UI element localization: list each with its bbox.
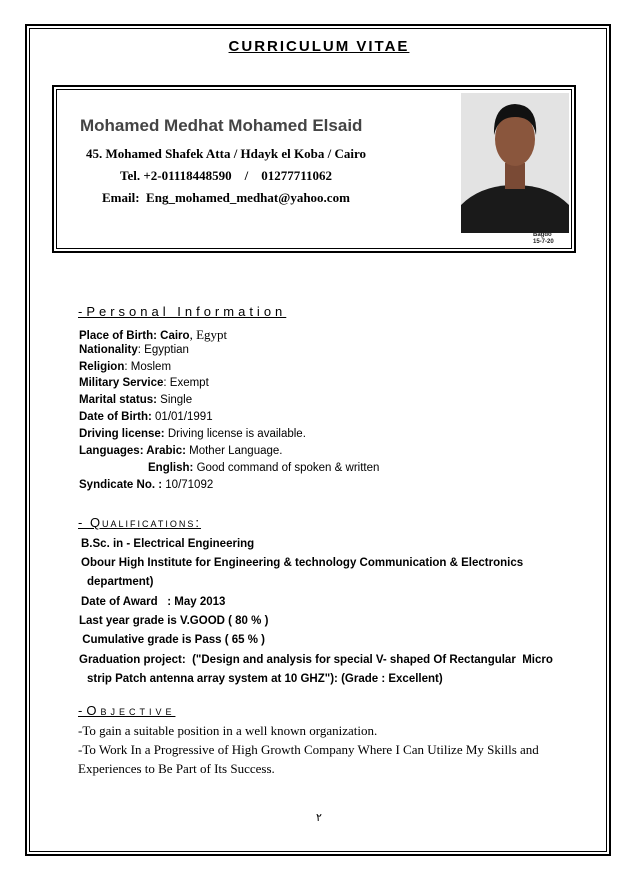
document-title: CURRICULUM VITAE	[228, 38, 410, 55]
info-row: English: Good command of spoken & written	[148, 462, 380, 474]
candidate-name: Mohamed Medhat Mohamed Elsaid	[80, 116, 363, 135]
info-row: Nationality: Egyptian	[79, 344, 189, 356]
info-row: Marital status: Single	[79, 394, 193, 406]
qualification-line: B.Sc. in - Electrical Engineering	[81, 538, 255, 550]
address: 45. Mohamed Shafek Atta / Hdayk el Koba / Cairo	[86, 146, 367, 161]
objective-heading: -Objective	[78, 703, 176, 718]
phone: Tel. +2-01118448590 / 01277711062	[120, 168, 333, 183]
qualification-line: Graduation project: ("Design and analysis for special V- shaped Of Rectangular Micro	[79, 654, 553, 666]
info-row: Place of Birth: Cairo, Egypt	[79, 327, 228, 342]
objective-line: Experiences to Be Part of Its Success.	[78, 761, 275, 776]
qualification-line: department)	[87, 576, 154, 588]
qualification-line: Obour High Institute for Engineering & technology Communication & Electronics	[81, 557, 524, 569]
info-row: Driving license: Driving license is available.	[79, 428, 306, 440]
objective-line: -To gain a suitable position in a well known organization.	[78, 723, 378, 738]
personal-info-heading: -Personal Information	[78, 304, 287, 319]
qualification-line: Last year grade is V.GOOD ( 80 % )	[79, 615, 269, 627]
qualification-line: Date of Award : May 2013	[81, 596, 226, 608]
objective-line: -To Work In a Progressive of High Growth Company Where I Can Utilize My Skills and	[78, 742, 539, 757]
qualifications-heading: - Qualifications:	[78, 515, 202, 530]
page-number: ٢	[316, 812, 322, 824]
profile-photo	[461, 93, 569, 233]
email: Email: Eng_mohamed_medhat@yahoo.com	[102, 190, 350, 205]
qualification-line: strip Patch antenna array system at 10 GHZ"): (Grade : Excellent)	[87, 673, 443, 685]
photo-caption: Bagdo 15-7-20	[533, 232, 554, 245]
qualification-line: Cumulative grade is Pass ( 65 % )	[79, 634, 265, 646]
info-row: Languages: Arabic: Mother Language.	[79, 445, 283, 457]
info-row: Syndicate No. : 10/71092	[79, 479, 214, 491]
info-row: Military Service: Exempt	[79, 377, 209, 389]
info-row: Date of Birth: 01/01/1991	[79, 411, 213, 423]
info-row: Religion: Moslem	[79, 361, 172, 373]
